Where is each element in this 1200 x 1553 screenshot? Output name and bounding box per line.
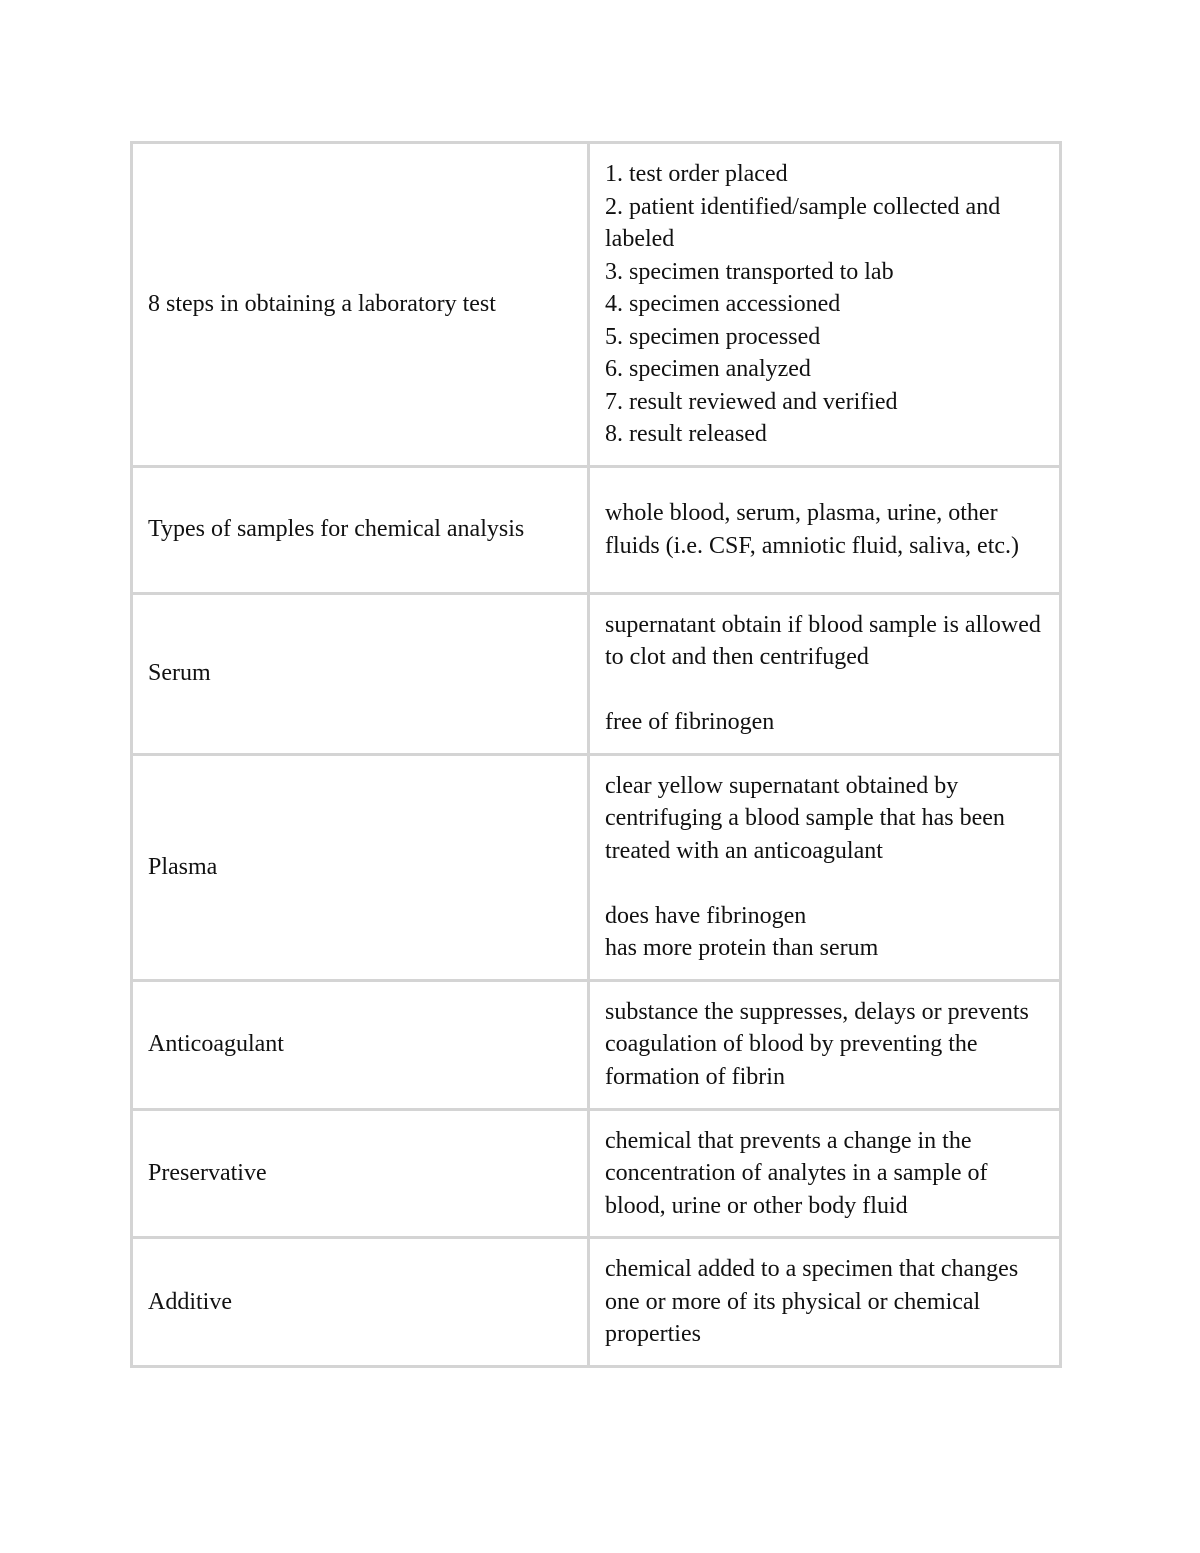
definition-line: clear yellow supernatant obtained by centrifuging a blood sample that has been treated with an anticoagulant bbox=[605, 772, 1005, 864]
definition-line: free of fibrinogen bbox=[605, 709, 775, 735]
definition-line: does have fibrinogen bbox=[605, 902, 807, 929]
definition-line: substance the suppresses, delays or prevents coagulation of blood by preventing the formation of fibrin bbox=[605, 998, 1029, 1090]
definition-line: 4. specimen accessioned bbox=[605, 291, 841, 317]
table-row bbox=[132, 593, 1061, 754]
term-cell: Types of samples for chemical analysis bbox=[132, 466, 589, 593]
definition-line: 7. result reviewed and verified bbox=[605, 388, 898, 415]
flashcard-table bbox=[130, 141, 1062, 1368]
table-row bbox=[132, 466, 1061, 593]
definition-cell bbox=[589, 980, 1061, 1109]
paragraph-gap bbox=[605, 674, 1049, 707]
definition-cell bbox=[589, 1109, 1061, 1238]
definition-line: whole blood, serum, plasma, urine, other fluids (i.e. CSF, amniotic fluid, saliva, etc.) bbox=[605, 500, 1020, 559]
definition-line: 1. test order placed bbox=[605, 161, 788, 187]
definition-line: 2. patient identified/sample collected and labeled bbox=[605, 193, 1001, 252]
definition-line: 8. result released bbox=[605, 421, 767, 447]
definition-line: 5. specimen processed bbox=[605, 323, 821, 350]
term-cell: Plasma bbox=[132, 754, 589, 980]
definition-cell bbox=[589, 754, 1061, 980]
paragraph-gap bbox=[605, 867, 1049, 900]
definition-line: 6. specimen analyzed bbox=[605, 356, 811, 382]
term-cell: 8 steps in obtaining a laboratory test bbox=[132, 143, 589, 467]
definition-cell bbox=[589, 1238, 1061, 1367]
definition-cell bbox=[589, 593, 1061, 754]
term-cell: Anticoagulant bbox=[132, 980, 589, 1109]
definition-cell bbox=[589, 143, 1061, 467]
definition-line: 3. specimen transported to lab bbox=[605, 258, 894, 285]
table-row bbox=[132, 980, 1061, 1109]
term-cell: Additive bbox=[132, 1238, 589, 1367]
table-row bbox=[132, 143, 1061, 467]
definition-line: has more protein than serum bbox=[605, 935, 879, 961]
definition-line: chemical added to a specimen that changes one or more of its physical or chemical properties bbox=[605, 1256, 1019, 1347]
definition-line: chemical that prevents a change in the concentration of analytes in a sample of blood, urine or other body fluid bbox=[605, 1127, 988, 1219]
definition-cell bbox=[589, 466, 1061, 593]
term-cell: Serum bbox=[132, 593, 589, 754]
table-row bbox=[132, 1109, 1061, 1238]
term-cell: Preservative bbox=[132, 1109, 589, 1238]
table-row bbox=[132, 754, 1061, 980]
table-row bbox=[132, 1238, 1061, 1367]
definition-line: supernatant obtain if blood sample is allowed to clot and then centrifuged bbox=[605, 611, 1041, 670]
